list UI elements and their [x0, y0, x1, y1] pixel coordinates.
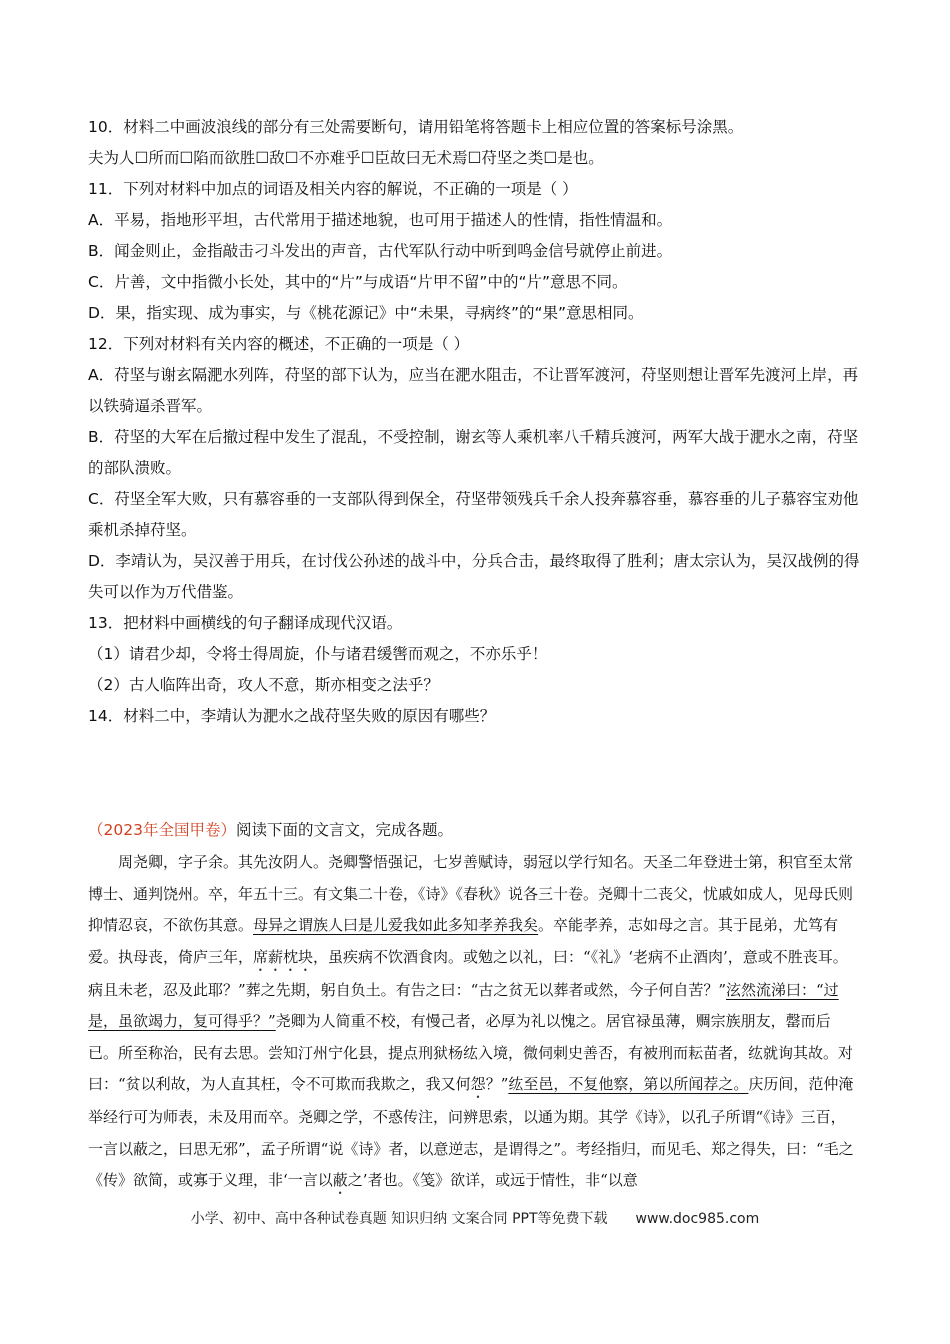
q12-option-d: D．李靖认为，吴汉善于用兵，在讨伐公孙述的战斗中，分兵合击，最终取得了胜利；唐太宗认为，吴汉战例的得失可以作为万代借鉴。 — [88, 552, 860, 601]
q13-item-1: （1）请君少却，令将士得周旋，仆与诸君缓辔而观之，不亦乐乎！ — [88, 645, 548, 663]
q12-option-c: C．苻坚全军大败，只有慕容垂的一支部队得到保全，苻坚带领残兵千余人投奔慕容垂，慕容垂的儿子慕容宝劝他乘机杀掉苻坚。 — [88, 490, 859, 539]
q12-option-a: A．苻坚与谢玄隔淝水列阵，苻坚的部下认为，应当在淝水阻击，不让晋军渡河，苻坚则想让晋军先渡河上岸，再以铁骑逼杀晋军。 — [88, 366, 859, 415]
q10-stem: 10．材料二中画波浪线的部分有三处需要断句，请用铅笔将答题卡上相应位置的答案标号涂黑。 — [88, 118, 744, 136]
q12-stem: 12．下列对材料有关内容的概述，不正确的一项是（ ） — [88, 335, 470, 353]
q13-stem: 13．把材料中画横线的句子翻译成现代汉语。 — [88, 614, 403, 632]
passage-text: ，虽疾病不饮酒食肉。或勉之以礼，曰：“《礼》‘老病不止酒肉’，意或不胜丧耳。病且未老，忍及此耶？”葬之先期，躬自负土。有告之曰：“古之贫无以葬者或然，今子何自苦？” — [88, 947, 848, 999]
passage-text: 尧卿为人简重不校，有慢己者，必厚为礼以愧之。居官禄虽薄，赒宗族朋友，罄而后已。所至称治，民有去思。尝知汀州宁化县，提点刑狱杨纮入境，微伺刺史善否，有被刑而耘苗者，纮就询其故。对曰：“贫以利故，为人直其枉，令不可欺而我欺之，我又何 — [88, 1012, 854, 1093]
source-label: （2023年全国甲卷） — [88, 821, 236, 839]
classical-passage — [88, 847, 860, 1198]
passage-text: 。卒能孝养，志如母之言。其于昆弟，尤笃有爱。执母丧，倚庐三年， — [88, 916, 839, 966]
q11-option-b: B．闻金则止，金指敲击刁斗发出的声音，古代军队行动中听到鸣金信号就停止前进。 — [88, 242, 673, 260]
q12-option-b: B．苻坚的大军在后撤过程中发生了混乱，不受控制，谢玄等人乘机率八千精兵渡河，两军大战于淝水之南，苻坚的部队溃败。 — [88, 428, 859, 477]
passage-paragraph — [88, 847, 860, 1198]
passage-text: 之’者也。《笺》欲详，或远于情性，非“以意 — [347, 1171, 638, 1189]
q11-option-c: C．片善，文中指微小长处，其中的“片”与成语“片甲不留”中的“片”意思不同。 — [88, 273, 628, 291]
dotted-word-3: 蔽 — [332, 1171, 348, 1189]
passage-text: ？” — [485, 1075, 509, 1093]
underlined-sentence-3: 纮至邑，不复他察，第以所闻荐之。 — [508, 1075, 749, 1093]
q10-block — [88, 112, 860, 732]
q13-item-2: （2）古人临阵出奇，攻人不意，斯亦相变之法乎？ — [88, 676, 439, 694]
q11-option-a: A．平易，指地形平坦，古代常用于描述地貌，也可用于描述人的性情，指性情温和。 — [88, 211, 673, 229]
passage-text: 周尧卿，字子余。其先汝阴人。尧卿警悟强记，七岁善赋诗，弱冠以学行知名。天圣二年登进士第，积官至太常博士、通判饶州。卒，年五十三。有文集二十卷，《诗》《春秋》说各三十卷。尧卿十二丧父，忧戚如成人，见母氏则抑情忍哀，不欲伤其意。 — [88, 853, 854, 934]
q11-option-d: D．果，指实现、成为事实，与《桃花源记》中“未果，寻病终”的“果”意思相同。 — [88, 304, 644, 322]
page-footer — [0, 1208, 950, 1228]
footer-site-link[interactable]: www.doc985.com — [635, 1211, 760, 1227]
dotted-word-2: 怨 — [470, 1075, 486, 1093]
passage-text: 庆历间，范仲淹举经行可为师表，未及用而卒。尧卿之学，不惑传注，问辨思索，以通为期。其学《诗》，以孔子所谓“《诗》三百，一言以蔽之，曰思无邪”，孟子所谓“说《诗》者，以意逆志，是谓得之”。考经指归，而见毛、郑之得失，曰：“毛之《传》欲简，或寡于义理，非‘一言以 — [88, 1075, 854, 1189]
underlined-sentence-2: 泫然流涕曰：“过是，虽欲竭力，复可得乎？” — [88, 980, 839, 1030]
passage-heading — [88, 815, 860, 846]
dotted-word-1: 席薪枕块 — [253, 947, 314, 966]
q11-stem: 11．下列对材料中加点的词语及相关内容的解说，不正确的一项是（ ） — [88, 180, 578, 198]
footer-text: 小学、初中、高中各种试卷真题 知识归纳 文案合同 PPT等免费下载 — [190, 1211, 608, 1227]
q10-text: 夫为人☐所而☐陷而欲胜☐敌☐不亦难乎☐臣故曰无术焉☐苻坚之类☐是也。 — [88, 149, 604, 167]
instruction: 阅读下面的文言文，完成各题。 — [235, 821, 453, 839]
underlined-sentence-1: 母异之谓族人曰是儿爱我如此多知孝养我矣 — [253, 916, 539, 934]
q14-stem: 14．材料二中，李靖认为淝水之战苻坚失败的原因有哪些？ — [88, 707, 496, 725]
